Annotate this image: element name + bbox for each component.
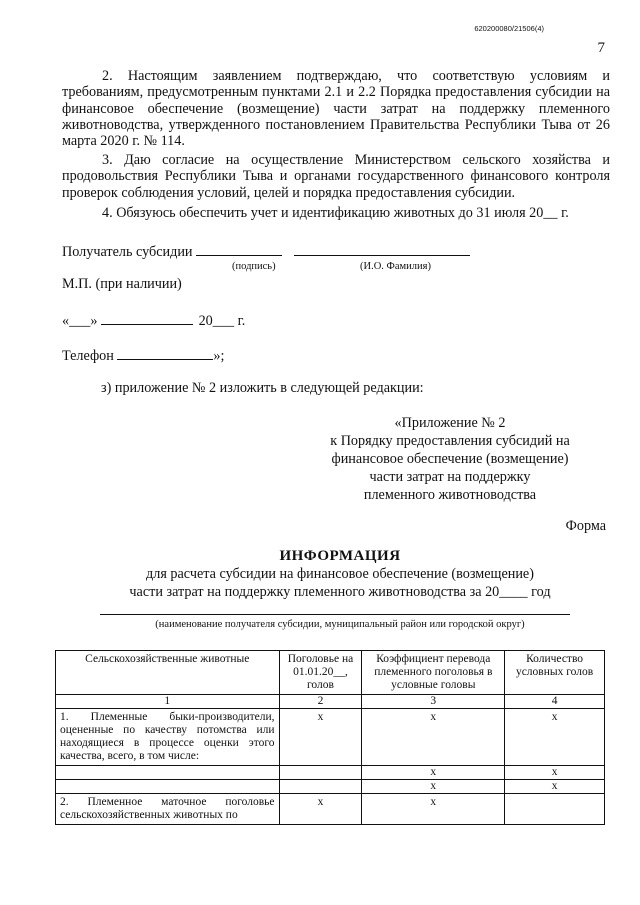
table-cell: х bbox=[279, 709, 362, 766]
phone-blank bbox=[117, 347, 213, 360]
paragraph-2 bbox=[62, 68, 610, 149]
stamp-label: М.П. (при наличии) bbox=[62, 276, 182, 292]
table-cell: 1 bbox=[56, 695, 280, 709]
form-label: Форма bbox=[565, 518, 606, 534]
table-cell: 1. Племенные быки-производители, оцененные по качеству потомства или находящиеся в процессе оценки этого качества, всего, в том числе: bbox=[56, 709, 280, 766]
date-month-blank bbox=[101, 312, 193, 325]
name-blank bbox=[294, 243, 470, 256]
table-row bbox=[56, 780, 605, 794]
subsidy-table bbox=[55, 650, 605, 825]
table-cell: х bbox=[362, 766, 505, 780]
table-number-row bbox=[56, 695, 605, 709]
recipient-name-underline bbox=[100, 614, 570, 615]
info-subtitle-2: части затрат на поддержку племенного животноводства за 20____ год bbox=[129, 584, 551, 600]
table-cell: х bbox=[279, 794, 362, 825]
table-cell: 4 bbox=[505, 695, 605, 709]
table-cell bbox=[279, 766, 362, 780]
table-cell: 3 bbox=[362, 695, 505, 709]
recipient-caption: (наименование получателя субсидии, муниципальный район или городской округ) bbox=[155, 619, 525, 630]
paragraph-2-text: 2. Настоящим заявлением подтверждаю, что соответствую условиям и требованиям, предусмотренным пунктами 2.1 и 2.2 Порядка предоставления субсидии на финансовое обеспечение (возмещение) части затрат на поддержку племенного животноводства, утвержденного постановлением Правительства Республики Тыва от 26 марта 2020 г. № 114. bbox=[62, 68, 610, 150]
table-cell: х bbox=[505, 766, 605, 780]
table-row bbox=[56, 794, 605, 825]
table-cell bbox=[56, 766, 280, 780]
header-conditional-heads: Количество условных голов bbox=[505, 651, 605, 695]
table-row bbox=[56, 766, 605, 780]
appendix-header bbox=[300, 414, 600, 504]
table-row bbox=[56, 709, 605, 766]
table-cell bbox=[279, 780, 362, 794]
table-cell: х bbox=[505, 709, 605, 766]
document-id: 620200080/21506(4) bbox=[474, 24, 544, 33]
table-cell: х bbox=[362, 780, 505, 794]
recipient-signature-line bbox=[62, 243, 470, 261]
table-cell: х bbox=[362, 794, 505, 825]
phone-end: »; bbox=[213, 348, 225, 364]
table-cell bbox=[505, 794, 605, 825]
recipient-label: Получатель субсидии bbox=[62, 244, 193, 260]
header-headcount: Поголовье на 01.01.20__, голов bbox=[279, 651, 362, 695]
info-subtitle-1: для расчета субсидии на финансовое обеспечение (возмещение) bbox=[146, 566, 534, 582]
appendix-line: части затрат на поддержку bbox=[369, 469, 531, 485]
paragraph-3 bbox=[62, 152, 610, 201]
amendment-text: з) приложение № 2 изложить в следующей редакции: bbox=[101, 380, 424, 396]
appendix-line: племенного животноводства bbox=[363, 487, 537, 503]
name-caption: (И.О. Фамилия) bbox=[360, 261, 431, 272]
table-header-row bbox=[56, 651, 605, 695]
header-coefficient: Коэффициент перевода племенного поголовья в условные головы bbox=[362, 651, 505, 695]
table-cell: х bbox=[362, 709, 505, 766]
table-cell: 2 bbox=[279, 695, 362, 709]
appendix-line: финансовое обеспечение (возмещение) bbox=[331, 451, 569, 467]
info-title: ИНФОРМАЦИЯ bbox=[279, 548, 401, 564]
table-cell bbox=[56, 780, 280, 794]
signature-blank bbox=[196, 243, 282, 256]
date-day: «___» bbox=[62, 313, 98, 329]
phone-line bbox=[62, 347, 224, 365]
date-line bbox=[62, 312, 245, 330]
appendix-line: к Порядку предоставления субсидий на bbox=[330, 433, 570, 449]
phone-label: Телефон bbox=[62, 348, 114, 364]
paragraph-4 bbox=[62, 205, 610, 221]
table-cell: х bbox=[505, 780, 605, 794]
table-cell: 2. Племенное маточное поголовье сельскохозяйственных животных по bbox=[56, 794, 280, 825]
appendix-line: «Приложение № 2 bbox=[394, 415, 506, 431]
paragraph-4-text: 4. Обязуюсь обеспечить учет и идентификацию животных до 31 июля 20__ г. bbox=[102, 205, 569, 221]
date-year: 20___ г. bbox=[198, 313, 246, 329]
paragraph-3-text: 3. Даю согласие на осуществление Министерством сельского хозяйства и продовольствия Республики Тыва и органами государственного финансового контроля проверок соблюдения условий, целей и порядка предоставления субсидии. bbox=[62, 152, 610, 201]
sign-caption: (подпись) bbox=[232, 261, 276, 272]
header-animals: Сельскохозяйственные животные bbox=[56, 651, 280, 695]
page-number: 7 bbox=[597, 40, 605, 56]
